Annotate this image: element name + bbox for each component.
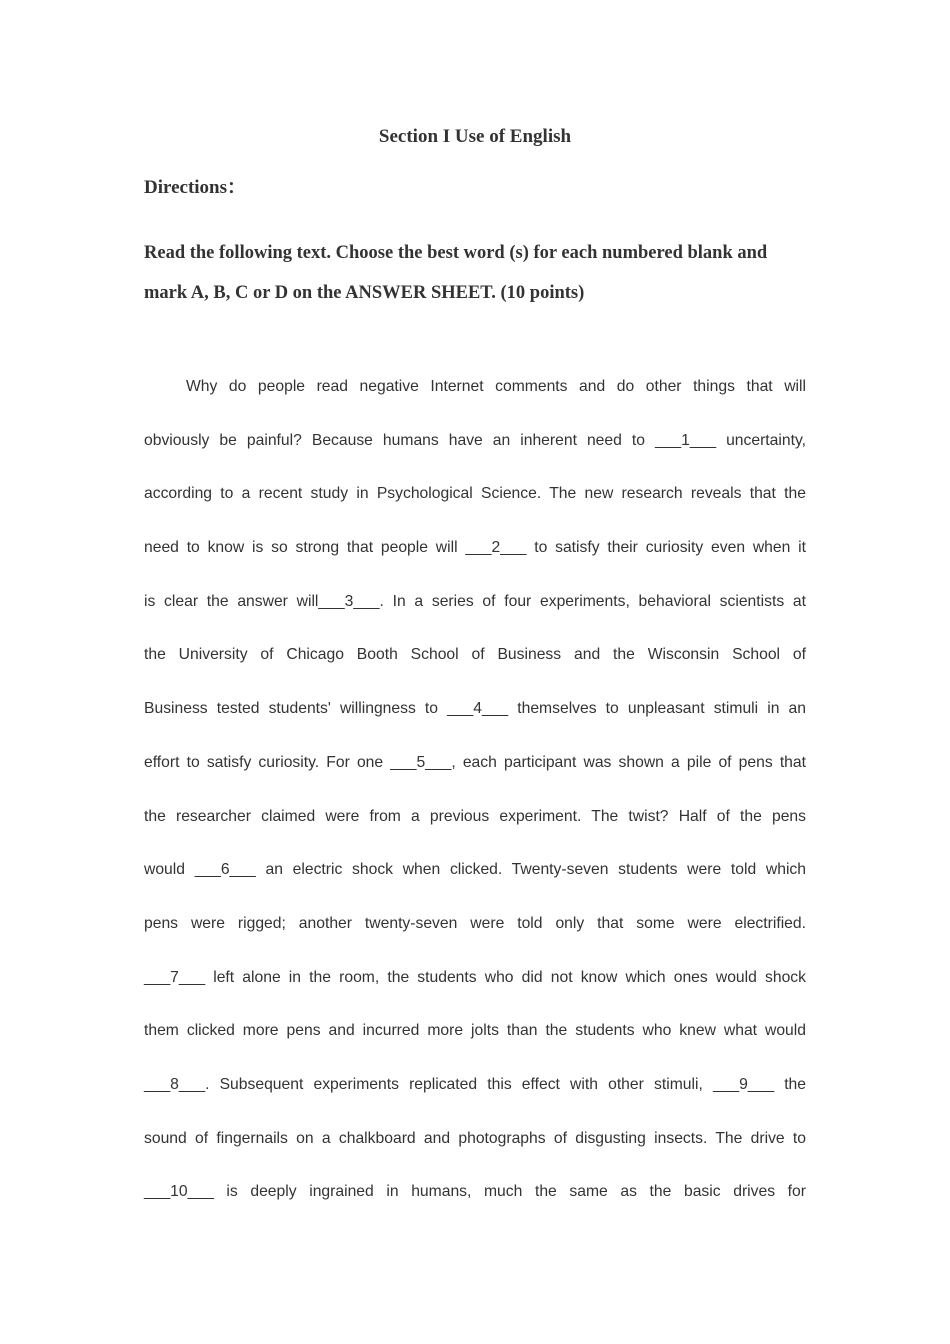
- passage-line: Why do people read negative Internet comments and do other things that will: [186, 378, 806, 395]
- passage-line: would ___6___ an electric shock when clicked. Twenty-seven students were told which: [144, 861, 806, 879]
- reading-passage: [144, 372, 806, 1231]
- instructions-line: mark A, B, C or D on the ANSWER SHEET. (10 points): [144, 283, 585, 303]
- passage-line: is clear the answer will___3___. In a series of four experiments, behavioral scientists at: [144, 592, 806, 610]
- passage-line: sound of fingernails on a chalkboard and photographs of disgusting insects. The drive to: [144, 1129, 806, 1147]
- passage-line: Business tested students' willingness to ___4___ themselves to unpleasant stimuli in an: [144, 700, 806, 718]
- instructions: [144, 226, 806, 320]
- passage-line: ___10___ is deeply ingrained in humans, much the same as the basic drives for: [144, 1183, 806, 1201]
- passage-line: according to a recent study in Psychological Science. The new research reveals that the: [144, 485, 806, 503]
- passage-line: ___8___. Subsequent experiments replicated this effect with other stimuli, ___9___ the: [144, 1075, 806, 1093]
- passage-line: ___7___ left alone in the room, the students who did not know which ones would shock: [144, 968, 806, 986]
- passage-line: the University of Chicago Booth School of Business and the Wisconsin School of: [144, 646, 806, 664]
- directions-label: Directions：: [144, 177, 247, 198]
- passage-line: effort to satisfy curiosity. For one ___5___, each participant was shown a pile of pens that: [144, 753, 806, 771]
- passage-line: the researcher claimed were from a previous experiment. The twist? Half of the pens: [144, 807, 806, 825]
- passage-line: need to know is so strong that people will ___2___ to satisfy their curiosity even when it: [144, 539, 806, 557]
- passage-line: pens were rigged; another twenty-seven were told only that some were electrified.: [144, 914, 806, 932]
- passage-line: them clicked more pens and incurred more jolts than the students who knew what would: [144, 1022, 806, 1040]
- instructions-line: Read the following text. Choose the best word (s) for each numbered blank and: [144, 243, 768, 263]
- section-title: Section I Use of English: [378, 126, 572, 147]
- passage-line: obviously be painful? Because humans have an inherent need to ___1___ uncertainty,: [144, 431, 806, 449]
